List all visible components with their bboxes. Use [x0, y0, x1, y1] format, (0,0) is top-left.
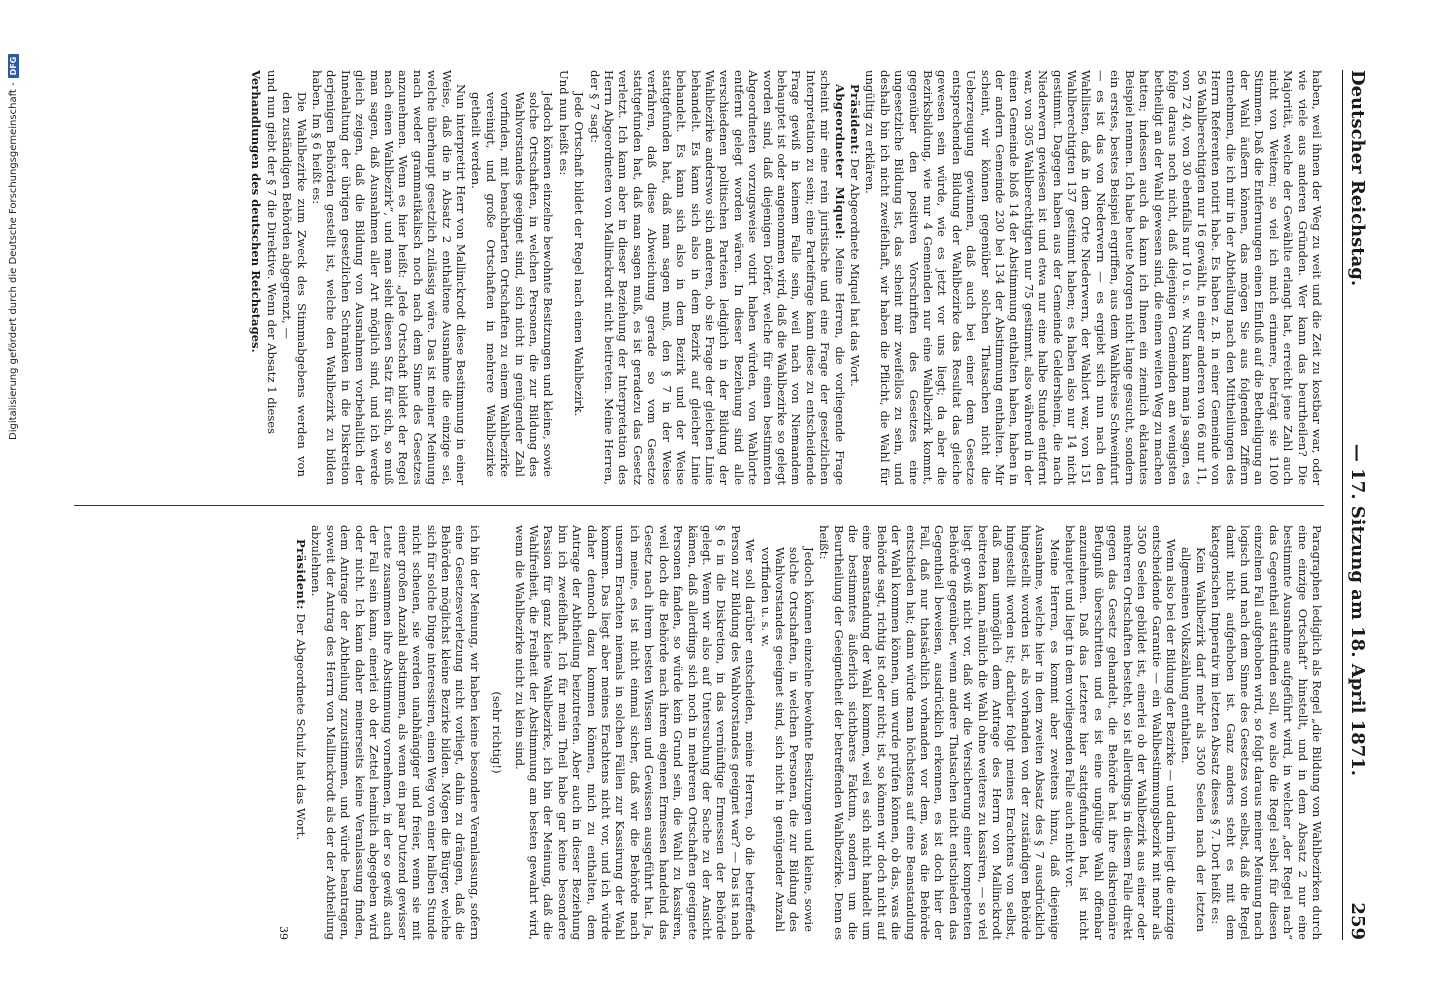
paragraph-text: Jedoch können einzelne bewohnte Besitzungen und kleine, sowie solche Ortschaften, in welchen Personen, die zur Bildung des Wahlvorstandes geeignet sind, sich nicht in genügender Zahl vorfinden, mit benachbarten Ortschaften zu einem Wahlbezirke vereinigt, und große Ortschaften in mehrere Wahlbezirke getheilt werden.: [469, 92, 556, 477]
paragraph-text: und nun giebt der § 7 die Direktive. Wenn der Absatz 1 dieses: [264, 70, 279, 435]
paragraph-text: Meine Herren, es kommt aber zweitens hinzu, daß diejenige Ausnahme, welche hier in dem zweiten Absatz des § 7 ausdrücklich hingestellt worden ist, als vorhanden von der zuständigen Behörde hingestellt worden ist; darüber folgt meines Erachtens von selbst, daß man unmöglich dem Antrage des Herrn von Mallinckrodt beitreten kann, nämlich die Wahl ohne weiteres zu kassiren, — so viel liegt gewiß nicht vor, daß wir die Versicherung einer kompetenten Behörde gegenüber, wenn andere Thatsachen nicht entschieden das Gegentheil beweisen, ausdrücklich erkennen, es ist doch hier der Fall, daß nur thatsächlich vorhanden vor dem, was die Behörde entschieden hat; dann würde man höchstens auf eine Beanstandung der Wahl kommen können, um wurde prüfen können, ob das, was die Behörde sagt, richtig ist oder nicht; ist, so können wir doch nicht auf eine Beanstandung der Wahl kommen, weil es sich nicht handelt um die bestimmtes äußerlich sichtbares Faktum, sondern um die Beurtheilung der Geeignetheit der betreffenden Wahlbezirke. Denn es heißt:: [817, 525, 1062, 940]
quoted-paragraph: [280, 92, 309, 477]
quoted-paragraph: [1179, 547, 1208, 932]
paragraph-text: haben, weil ihnen der Weg zu weit und die Zeit zu kostbar war, oder wie viele aus anderen Gründen. Wer kann das beurtheilen? Die Majorität, welche der Gewählte erlangt hat, erreicht jene Zahl auch nicht von Weitem; so viel ich mich erinnere, beträgt sie 1100 Stimmen. Daß die Entfernungen einen Einfluß auf die Betheiligung an der Wahl äußern können, das mögen Sie aus folgenden Ziffern entnehmen, die ich mir in der Abtheilung nach den Mittheilungen des Herrn Referenten notirt habe. Es haben z. B. in einer Gemeinde von 56 Wahlberechtigten nur 16 gewählt, in einer anderen von 66 nur 11, von 72 40, von 30 ebenfalls nur 10 u. s. w. Nun kann man ja sagen, es folge daraus noch nicht, daß diejenigen Gemeinden am wenigsten betheiligt an der Wahl gewesen sind, die einen weiten Weg zu machen hatten; indessen auch da kann ich Ihnen ein ziemlich eklatantes Beispiel nennen. Ich habe heute Morgen nicht lange gesucht, sondern ein erstes, bestes Beispiel ergriffen, aus dem Wahlkreise Schweinfurt — es ist das von Niederwern — es ergiebt sich nun nach den Wahllisten, daß in dem Orte Niederwern, der Wahlort war, von 151 Wahlberechtigten 137 gestimmt haben; es haben also nur 14 nicht gestimmt. Dagegen haben aus der Gemeinde Geldersheim, die nach Niederwern gewiesen ist und etwa nur eine halbe Stunde entfernt war, von 305 Wahlberechtigten nur 75 gestimmt, also während in der einen Gemeinde bloß 14 der Abstimmung enthalten haben, haben in der andern Gemeinde 230 bei 134 der Abstimmung enthalten. Mir scheint, wir können gegenüber solchen Thatsachen nicht die Ueberzeugung gewinnen, daß auch bei einer dem Gesetze entsprechenden Bildung der Wahlbezirke das Resultat das gleiche gewesen sein würde, wie es jetzt vor uns liegt; da aber die Bezirksbildung, wie nur 4 Gemeinden nur eine Wahlbezirk kommt, gegenüber den positiven Vorschriften des Gesetzes eine ungesetzliche Bildung ist, das scheint mir zweifellos zu sein, und deshalb bin ich nicht zweifelhaft, wir haben die Pflicht, die Wahl für ungültig zu erklären.: [863, 70, 1324, 485]
paragraph: [264, 70, 278, 485]
paragraph-text: ich bin der Meinung, wir haben keine besondere Veranlassung, sofern eine Gesetzesverletzung nicht vorliegt, dahin zu drängen, daß die Behörden möglichst kleine Bezirke bilden. Mögen die Bürger, welche sich für solche Dinge interessiren, einen Weg von einer halben Stunde nicht scheuen, sie werden unabhängiger und freier, wenn sie mit einer großen Anzahl abstimmen, als wenn ein paar Dutzend gewisser Leute zusammen ihre Abstimmung vornehmen, in der so gewiß auch der Fall sein kann, einerlei ob der Zettel heimlich abgegeben wird oder nicht. Ich kann daher meinerseits keine Veranlassung finden, dem Antrage der Abtheilung zuzustimmen, und würde beantragen, soweit der Antrag des Herrn von Mallinckrodt als der der Abtheilung abzulehnen.: [309, 525, 482, 940]
paragraph-text: Die Wahlbezirke zum Zweck des Stimmabgebens werden von den zuständigen Behörden abgegrenzt, —: [280, 92, 309, 477]
speaker-label: Präsident:: [293, 539, 308, 610]
paragraph: [863, 70, 1324, 485]
paragraph-text: Und nun heißt es:: [556, 70, 571, 176]
paragraph: [587, 70, 846, 485]
page-body: [74, 70, 1324, 940]
paragraph: [512, 525, 757, 940]
paragraph-text: Paragraphen lediglich als Regel „die Bildung von Wahlbezirken durch eine einzige Ortschaft“ hinstellt, und in dem Absatz 2 nur eine bestimmte Ausnahme aufgeführt wird, in welcher „der Regel nach“ das Gegentheil stattfinden soll, wo also die Regel selbst für diesen einzelnen Fall aufgehoben wird, so folgt daraus meiner Meinung nach logisch und nach dem Sinne des Gesetzes von selbst, daß die Regel damit nicht aufgehoben ist. Ganz anders steht es mit dem kategorischen Imperativ im letzten Absatz dieses § 7. Dort heißt es:: [1209, 525, 1324, 940]
quoted-paragraph: [572, 92, 586, 477]
header-publication: Deutscher Reichstag.: [1347, 70, 1368, 287]
paragraph: [309, 525, 482, 940]
page-number: 259: [1347, 902, 1368, 940]
speaker-label: Abgeordneter Miquel:: [832, 84, 847, 240]
right-column: [74, 525, 1324, 940]
header-session: — 17. Sitzung am 18. April 1871.: [1347, 443, 1368, 777]
credit-text: Digitalisierung gefördert durch die Deutsche Forschungsgemeinschaft -: [8, 82, 19, 440]
paragraph-text: Der Abgeordnete Miquel hat das Wort.: [848, 158, 862, 387]
paragraph: [310, 70, 468, 485]
quoted-paragraph: [469, 92, 555, 477]
paragraph: [1209, 525, 1324, 940]
interjection: [490, 525, 504, 940]
dfg-credit: [8, 0, 19, 440]
paragraph-text: Meine Herren, die vorliegende Frage scheint mir eine rein juristische und eine Frage der gesetzlichen Interpretation zu sein; eine Parteifrage kann diese zu entscheidende Frage gewiß in keinem Falle sein, weil nach von Niemandem behauptet ist oder angenommen wird, daß die Wahlbezirke so gelegt worden sind, daß diejenigen Dörfer, welche für einen bestimmten Abgeordneten vorzugsweise votirt haben würden, von Wahlorte entfernt gelegt worden wären. In dieser Beziehung sind alle verschiedenen politischen Parteien lediglich in der Bildung der Wahlbezirke anderswo sich anderen, ob sie Frage der gleichen Linie behandelt. Es kann sich also in dem Bezirk auf gleicher Linie behandelt. Es kann sich also in dem Bezirk und der Weise stattgefunden hat, daß man sagen muß, den § 7 in der Weise verfahren, daß diese Abweichung gerade so vom Gesetze stattgefunden hat, daß man sagen muß, es ist geradezu das Gesetz verletzt. Ich kann aber in dieser Beziehung der Interpretation des Herrn Abgeordneten von Mallinckrodt nicht beitreten. Meine Herren, der § 7 sagt:: [587, 70, 847, 485]
column-divider: [74, 505, 1324, 506]
paragraph: [556, 70, 570, 485]
paragraph-text: (sehr richtig!): [490, 691, 505, 774]
left-column: [74, 70, 1324, 485]
paragraph: [1063, 525, 1178, 940]
paragraph-text: Wer soll darüber entscheiden, meine Herren, ob die betreffende Person zur Bildung des Wahlvorstandes geeignet war? — Das ist nach § 6 in die Diskretion, in das vernünftige Ermessen der Behörde gelegt. Wenn wir also auf Untersuchung der Sache zu der Ansicht kämen, daß allerdings sich noch in mehreren Ortschaften geeignete Personen fanden, so würde kein Grund sein, die Wahl zu kassiren, weil doch die Behörde nach ihrem eigenen Ermessen handelnd das Gesetz nach ihrem besten Wissen und Gewissen ausgeführt hat. Ja, ich meine, es ist nicht einmal sicher, daß wir die Behörde nach unserm Erachten niemals in solchen Fällen zur Kassirung der Wahl kommen. Das liegt aber meines Erachtens nicht vor, und ich würde daher dennoch dazu kommen können, mich zu enthalten, dem Antrage der Abtheilung beizutreten. Aber auch in dieser Beziehung bin ich zweifelhaft. Ich für mein Theil habe gar keine besondere Passion für ganz kleine Wahlbezirke, ich bin der Meinung, daß die Wahlfreiheit, die Freiheit der Abstimmung am besten gewahrt wird, wenn die Wahlbezirke nicht zu klein sind.: [512, 525, 758, 940]
paragraph: [817, 525, 1062, 940]
paragraph-text: Kein Wahlbezirk darf mehr als 3500 Seelen nach der letzten allgemeinen Volkszählung enthalten.: [1179, 547, 1208, 932]
dfg-logo-icon: DFG: [8, 54, 19, 79]
quoted-paragraph: [758, 547, 816, 932]
paragraph-text: Der Abgeordnete Schulz hat das Wort.: [293, 613, 308, 841]
speaker-label: Präsident:: [848, 84, 862, 155]
paragraph: [249, 70, 263, 485]
paragraph: [294, 525, 308, 940]
page-header: [1332, 70, 1368, 940]
signature-number: 39: [276, 926, 290, 940]
paragraph: [848, 70, 862, 485]
paragraph-text: Verhandlungen des deutschen Reichstages.: [249, 70, 264, 353]
paragraph-text: Jede Ortschaft bildet der Regel nach einen Wahlbezirk.: [572, 92, 587, 417]
paragraph-text: Jedoch können einzelne bewohnte Besitzungen und kleine, sowie solche Ortschaften, in welchen Personen, die zur Bildung des Wahlvorstandes geeignet sind, sich nicht in genügender Anzahl vorfinden u. s. w.: [758, 547, 816, 932]
paragraph-text: Nun interpretirt Herr von Mallinckrodt diese Bestimmung in einer Weise, daß die in Absatz 2 enthaltene Ausnahme die einzige sei, welche überhaupt gesetzlich zulässig wäre. Das ist meiner Meinung nach weder grammatikalisch noch nach dem Sinne des Gesetzes anzunehmen. Wenn es hier heißt: „Jede Ortschaft bildet der Regel nach einen Wahlbezirk“, und man sieht diesen Satz für sich, so muß man sagen, daß Ausnahmen aller Art möglich sind, und ich werde gleich zeigen, daß die Bildung von Ausnahmen vorbehaltlich der Innehaltung der übrigen gesetzlichen Schranken in die Diskretion derjenigen Behörden gestellt ist, welche den Wahlbezirk zu bilden haben. Im § 6 heißt es:: [309, 70, 469, 485]
paragraph-text: Wenn also bei der Bildung der Bezirke — und darin liegt die einzige entscheidende Garantie — ein Wahlbestimmungsbezirk mit mehr als 3500 Seelen gebildet ist, einerlei ob der Wahlbezirk aus einer oder mehreren Ortschaften besteht, so ist allerdings in diesem Falle direkt gegen das Gesetz gehandelt, die Behörde hat ihre diskretionäre Befugniß überschritten und es ist eine ungültige Wahl offenbar anzunehmen. Daß das Letztere hier stattgefunden hat, ist nicht behauptet und liegt in dem vorliegenden Falle auch nicht vor.: [1063, 525, 1178, 940]
